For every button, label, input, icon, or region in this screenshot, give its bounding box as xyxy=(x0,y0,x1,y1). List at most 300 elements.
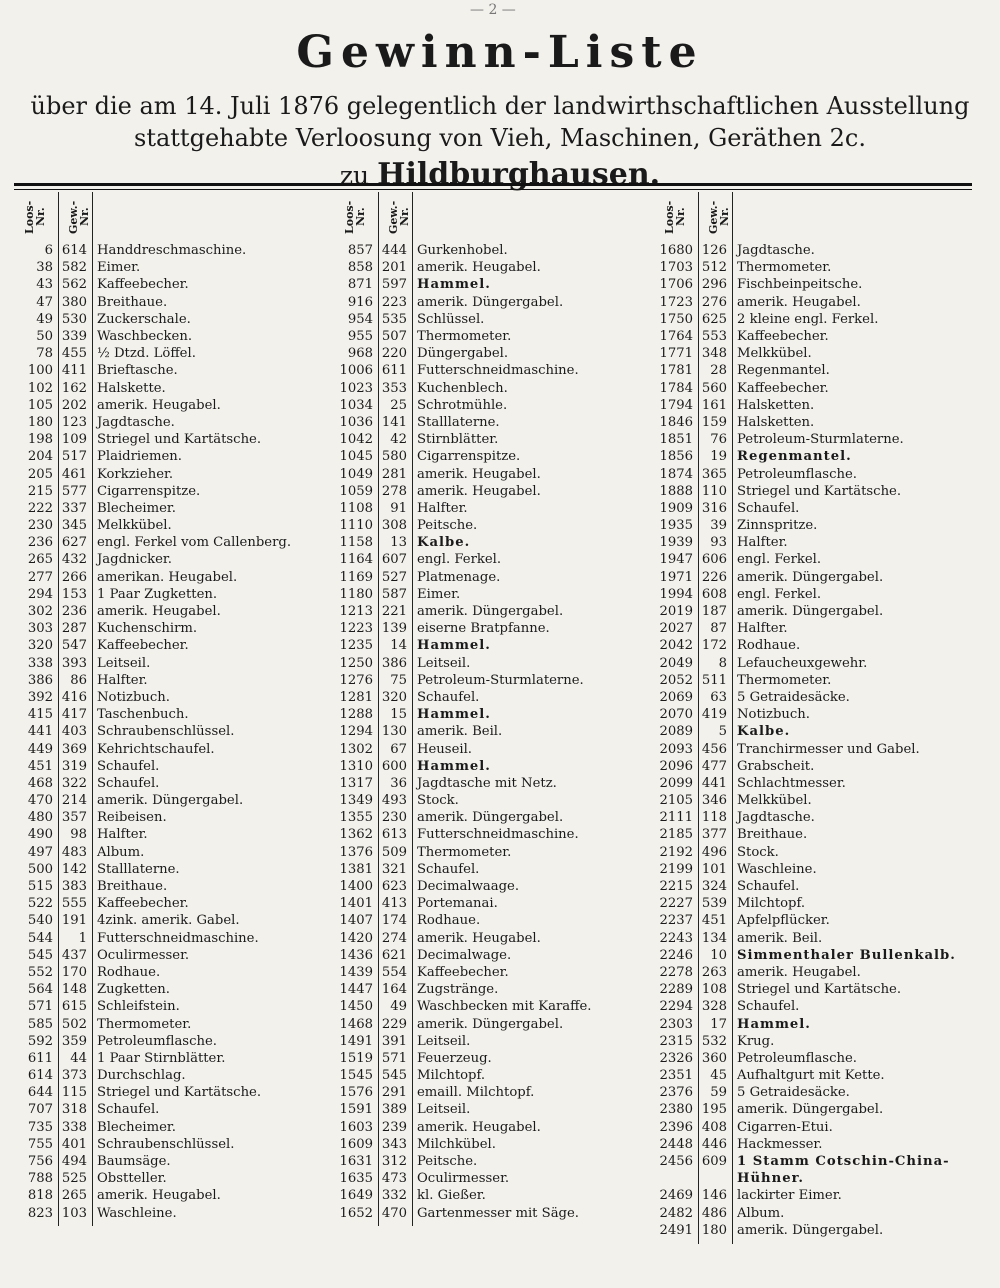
loos-number: 78 xyxy=(36,346,53,362)
prize-number: 296 xyxy=(701,277,727,293)
prize-number: 446 xyxy=(701,1136,727,1152)
prize-number: 577 xyxy=(61,483,87,499)
prize-number: 322 xyxy=(61,775,87,791)
loos-number: 198 xyxy=(27,432,53,448)
loos-number: 755 xyxy=(27,1136,53,1152)
loos-number: 2315 xyxy=(659,1033,693,1049)
loos-number: 564 xyxy=(27,982,53,998)
loos-number: 1164 xyxy=(339,552,373,568)
prize-number: 139 xyxy=(381,621,407,637)
list-item xyxy=(334,328,592,345)
prize-item: Reibeisen. xyxy=(97,810,167,826)
prize-number: 345 xyxy=(61,518,87,534)
prize-number: 146 xyxy=(701,1188,727,1204)
prize-item: 1 Stamm Cotschin-China- xyxy=(737,1154,950,1170)
loos-number: 1169 xyxy=(339,569,373,585)
loos-number: 100 xyxy=(27,363,53,379)
prize-item: Breithaue. xyxy=(97,879,168,895)
prize-item: 4zink. amerik. Gabel. xyxy=(97,913,240,929)
prize-item: Hammel. xyxy=(417,707,491,723)
prize-item: Regenmantel. xyxy=(737,449,852,465)
prize-item: Decimalwaage. xyxy=(417,879,520,895)
loos-number: 1609 xyxy=(339,1136,373,1152)
prize-item: Stalllaterne. xyxy=(417,414,500,430)
prize-item: Cigarrenspitze. xyxy=(97,483,201,499)
prize-item: eiserne Bratpfanne. xyxy=(417,621,550,637)
prize-item: Cigarren-Etui. xyxy=(737,1119,833,1135)
loos-number: 265 xyxy=(27,552,53,568)
list-item xyxy=(654,1187,956,1204)
prize-item: Lefaucheuxgewehr. xyxy=(737,655,868,671)
loos-number: 1108 xyxy=(339,500,373,516)
prize-item: amerik. Heugabel. xyxy=(97,604,221,620)
list-item xyxy=(334,620,592,637)
prize-number: 87 xyxy=(710,621,727,637)
list-item xyxy=(14,775,291,792)
prize-item: Schaufel. xyxy=(97,775,160,791)
prize-item: Gartenmesser mit Säge. xyxy=(417,1205,579,1221)
loos-number: 205 xyxy=(27,466,53,482)
list-item xyxy=(334,1136,592,1153)
loos-number: 611 xyxy=(27,1050,53,1066)
list-item xyxy=(654,637,956,654)
prize-item: Waschbecken. xyxy=(97,329,193,345)
header-gew-nr: Gew.-Nr. xyxy=(387,200,411,234)
list-item xyxy=(334,294,592,311)
loos-number: 449 xyxy=(27,741,53,757)
list-item xyxy=(654,689,956,706)
prize-item: Breithaue. xyxy=(97,294,168,310)
list-item xyxy=(334,483,592,500)
prize-number: 308 xyxy=(381,518,407,534)
list-item xyxy=(334,930,592,947)
loos-number: 2246 xyxy=(659,947,693,963)
prize-item: 1 Paar Stirnblätter. xyxy=(97,1050,226,1066)
loos-number: 1042 xyxy=(339,432,373,448)
list-item xyxy=(334,758,592,775)
loos-number: 294 xyxy=(27,586,53,602)
loos-number: 47 xyxy=(36,294,53,310)
prize-number: 109 xyxy=(61,432,87,448)
prize-number: 401 xyxy=(61,1136,87,1152)
loos-number: 222 xyxy=(27,500,53,516)
prize-item: Kuchenblech. xyxy=(417,380,508,396)
prize-item: Petroleumflasche. xyxy=(97,1033,217,1049)
prize-item: Schaufel. xyxy=(97,1102,160,1118)
prize-number: 45 xyxy=(710,1068,727,1084)
prize-item: Hammel. xyxy=(417,758,491,774)
prize-item: Thermometer. xyxy=(737,672,832,688)
list-item xyxy=(14,483,291,500)
prize-number: 600 xyxy=(381,758,407,774)
prize-number: 276 xyxy=(701,294,727,310)
list-item xyxy=(654,431,956,448)
loos-number: 2099 xyxy=(659,775,693,791)
loos-number: 2491 xyxy=(659,1222,693,1238)
list-item xyxy=(654,242,956,259)
prize-item: Peitsche. xyxy=(417,518,478,534)
list-item xyxy=(334,1170,592,1187)
list-item xyxy=(654,517,956,534)
prize-item: Kaffeebecher. xyxy=(97,896,189,912)
prize-item: 5 Getraidesäcke. xyxy=(737,689,850,705)
prize-number: 202 xyxy=(61,397,87,413)
header-rule-thick xyxy=(14,183,972,186)
prize-number: 76 xyxy=(710,432,727,448)
loos-number: 1110 xyxy=(339,518,373,534)
prize-number: 507 xyxy=(381,329,407,345)
prize-item: Stock. xyxy=(737,844,779,860)
prize-item: Waschleine. xyxy=(737,861,817,877)
prize-item: Schaufel. xyxy=(737,879,800,895)
prize-item: amerik. Heugabel. xyxy=(97,1188,221,1204)
prize-item: Kehrichtschaufel. xyxy=(97,741,215,757)
loos-number: 2278 xyxy=(659,964,693,980)
loos-number: 788 xyxy=(27,1171,53,1187)
list-item xyxy=(14,551,291,568)
loos-number: 1006 xyxy=(339,363,373,379)
loos-number: 102 xyxy=(27,380,53,396)
loos-number: 1436 xyxy=(339,947,373,963)
prize-number: 191 xyxy=(61,913,87,929)
prize-item: Halfter. xyxy=(417,500,468,516)
list-item xyxy=(334,1033,592,1050)
loos-number: 1036 xyxy=(339,414,373,430)
prize-item: Oculirmesser. xyxy=(97,947,190,963)
prize-item: Jagdnicker. xyxy=(97,552,172,568)
list-item xyxy=(334,1153,592,1170)
page-subtitle: über die am 14. Juli 1876 gelegentlich der landwirthschaftlichen Ausstellung stattgehabte Verloosung von Vieh, Maschinen, Geräthen 2c. xyxy=(30,92,970,152)
prize-number: 343 xyxy=(381,1136,407,1152)
prize-number: 389 xyxy=(381,1102,407,1118)
prize-number: 49 xyxy=(390,999,407,1015)
prize-item: Halskette. xyxy=(97,380,166,396)
list-item xyxy=(14,1101,291,1118)
loos-number: 2376 xyxy=(659,1085,693,1101)
loos-number: 614 xyxy=(27,1068,53,1084)
prize-number: 608 xyxy=(701,586,727,602)
list-item xyxy=(334,345,592,362)
loos-number: 1519 xyxy=(339,1050,373,1066)
loos-number: 1856 xyxy=(659,449,693,465)
prize-item: Obstteller. xyxy=(97,1171,167,1187)
loos-number: 1235 xyxy=(339,638,373,654)
loos-number: 50 xyxy=(36,329,53,345)
loos-number: 2294 xyxy=(659,999,693,1015)
loos-number: 1591 xyxy=(339,1102,373,1118)
prize-item: Kaffeebecher. xyxy=(737,380,829,396)
prize-item: engl. Ferkel vom Callenberg. xyxy=(97,535,292,551)
prize-number: 230 xyxy=(381,810,407,826)
loos-number: 1784 xyxy=(659,380,693,396)
list-item xyxy=(14,740,291,757)
prize-column-3 xyxy=(654,192,956,1239)
prize-item: amerik. Düngergabel. xyxy=(737,1222,884,1238)
prize-number: 432 xyxy=(61,552,87,568)
column-divider xyxy=(732,192,733,1244)
prize-number: 141 xyxy=(381,414,407,430)
list-item xyxy=(654,603,956,620)
loos-number: 1362 xyxy=(339,827,373,843)
loos-number: 858 xyxy=(347,260,373,276)
prize-item: Aufhaltgurt mit Kette. xyxy=(737,1068,885,1084)
list-item xyxy=(654,998,956,1015)
prize-number: 1 xyxy=(78,930,87,946)
list-item xyxy=(334,1205,592,1222)
prize-column-1 xyxy=(14,192,291,1222)
loos-number: 1180 xyxy=(339,586,373,602)
prize-item: Plaidriemen. xyxy=(97,449,182,465)
list-item xyxy=(14,1205,291,1222)
loos-number: 497 xyxy=(27,844,53,860)
list-item xyxy=(14,637,291,654)
prize-number: 130 xyxy=(381,724,407,740)
prize-number: 597 xyxy=(381,277,407,293)
prize-number: 580 xyxy=(381,449,407,465)
prize-number: 101 xyxy=(701,861,727,877)
list-item xyxy=(14,723,291,740)
loos-number: 2326 xyxy=(659,1050,693,1066)
list-item xyxy=(334,414,592,431)
list-item xyxy=(14,397,291,414)
prize-number: 509 xyxy=(381,844,407,860)
list-item xyxy=(334,1067,592,1084)
loos-number: 1294 xyxy=(339,724,373,740)
prize-item: Zugstränge. xyxy=(417,982,499,998)
loos-number: 480 xyxy=(27,810,53,826)
prize-item: Kalbe. xyxy=(417,535,471,551)
loos-number: 2396 xyxy=(659,1119,693,1135)
loos-number: 1750 xyxy=(659,311,693,327)
prize-item: amerik. Düngergabel. xyxy=(97,793,244,809)
loos-number: 2019 xyxy=(659,604,693,620)
loos-number: 1631 xyxy=(339,1154,373,1170)
loos-number: 545 xyxy=(27,947,53,963)
prize-item: Jagdtasche. xyxy=(97,414,175,430)
prize-item: Notizbuch. xyxy=(737,707,810,723)
loos-number: 2380 xyxy=(659,1102,693,1118)
loos-number: 540 xyxy=(27,913,53,929)
prize-item: amerik. Düngergabel. xyxy=(417,1016,564,1032)
prize-number: 312 xyxy=(381,1154,407,1170)
prize-item: Hackmesser. xyxy=(737,1136,823,1152)
loos-number: 1223 xyxy=(339,621,373,637)
list-item xyxy=(654,1101,956,1118)
prize-item: Waschbecken mit Karaffe. xyxy=(417,999,592,1015)
list-item xyxy=(654,1084,956,1101)
prize-number: 195 xyxy=(701,1102,727,1118)
prize-number: 17 xyxy=(710,1016,727,1032)
list-item xyxy=(334,826,592,843)
list-item xyxy=(654,1033,956,1050)
prize-number: 512 xyxy=(701,260,727,276)
prize-item: Durchschlag. xyxy=(97,1068,186,1084)
list-item xyxy=(654,259,956,276)
list-item xyxy=(14,1033,291,1050)
prize-number: 36 xyxy=(390,775,407,791)
loos-number: 515 xyxy=(27,879,53,895)
prize-number: 278 xyxy=(381,483,407,499)
prize-item: Heuseil. xyxy=(417,741,472,757)
loos-number: 1213 xyxy=(339,604,373,620)
loos-number: 1545 xyxy=(339,1068,373,1084)
prize-number: 318 xyxy=(61,1102,87,1118)
prize-number: 535 xyxy=(381,311,407,327)
prize-number: 5 xyxy=(718,724,727,740)
prize-item: Petroleumflasche. xyxy=(737,466,857,482)
list-item xyxy=(654,792,956,809)
prize-number: 221 xyxy=(381,604,407,620)
loos-number: 1764 xyxy=(659,329,693,345)
list-item xyxy=(654,981,956,998)
prize-number: 607 xyxy=(381,552,407,568)
loos-number: 49 xyxy=(36,311,53,327)
list-item xyxy=(14,792,291,809)
loos-number: 522 xyxy=(27,896,53,912)
prize-item: Baumsäge. xyxy=(97,1154,171,1170)
list-item xyxy=(14,930,291,947)
prize-number: 274 xyxy=(381,930,407,946)
column-divider xyxy=(698,192,699,1244)
list-item xyxy=(334,1084,592,1101)
list-item xyxy=(654,758,956,775)
prize-item: Halfter. xyxy=(737,535,788,551)
list-item xyxy=(14,878,291,895)
list-item xyxy=(14,345,291,362)
list-item xyxy=(14,569,291,586)
loos-number: 6 xyxy=(44,243,53,259)
loos-number: 2089 xyxy=(659,724,693,740)
prize-number: 357 xyxy=(61,810,87,826)
loos-number: 1491 xyxy=(339,1033,373,1049)
loos-number: 871 xyxy=(347,277,373,293)
loos-number: 1381 xyxy=(339,861,373,877)
list-item xyxy=(14,998,291,1015)
column-header xyxy=(654,192,956,242)
loos-number: 1288 xyxy=(339,707,373,723)
loos-number: 1935 xyxy=(659,518,693,534)
prize-item: amerik. Beil. xyxy=(737,930,823,946)
prize-item: Grabscheit. xyxy=(737,758,815,774)
list-item xyxy=(14,912,291,929)
loos-number: 500 xyxy=(27,861,53,877)
list-item xyxy=(334,311,592,328)
header-rule-thin xyxy=(14,189,972,190)
loos-number: 277 xyxy=(27,569,53,585)
prize-number: 39 xyxy=(710,518,727,534)
loos-number: 386 xyxy=(27,672,53,688)
prize-number: 545 xyxy=(381,1068,407,1084)
list-item xyxy=(654,620,956,637)
list-item xyxy=(334,431,592,448)
prize-item: amerikan. Heugabel. xyxy=(97,569,238,585)
list-item xyxy=(654,809,956,826)
prize-item: Hammel. xyxy=(417,638,491,654)
prize-item: Rodhaue. xyxy=(417,913,481,929)
list-item xyxy=(14,844,291,861)
list-item xyxy=(334,362,592,379)
prize-number: 103 xyxy=(61,1205,87,1221)
loos-number: 592 xyxy=(27,1033,53,1049)
prize-number: 451 xyxy=(701,913,727,929)
header-gew-nr: Gew.-Nr. xyxy=(67,200,91,234)
prize-item: amerik. Beil. xyxy=(417,724,503,740)
loos-number: 2185 xyxy=(659,827,693,843)
prize-number: 339 xyxy=(61,329,87,345)
list-item xyxy=(654,930,956,947)
list-item xyxy=(14,672,291,689)
list-item xyxy=(334,448,592,465)
loos-number: 1703 xyxy=(659,260,693,276)
prize-number: 10 xyxy=(710,947,727,963)
prize-item: amerik. Heugabel. xyxy=(737,294,861,310)
prize-item: Regenmantel. xyxy=(737,363,830,379)
list-item xyxy=(654,861,956,878)
prize-item: Peitsche. xyxy=(417,1154,478,1170)
prize-item: Jagdtasche mit Netz. xyxy=(417,775,557,791)
prize-item: Thermometer. xyxy=(417,844,512,860)
prize-item: Leitseil. xyxy=(417,1102,471,1118)
list-item xyxy=(654,844,956,861)
list-item xyxy=(14,1187,291,1204)
prize-column-2 xyxy=(334,192,592,1222)
list-item xyxy=(334,1050,592,1067)
prize-number: 229 xyxy=(381,1016,407,1032)
prize-number: 287 xyxy=(61,621,87,637)
prize-item: Stalllaterne. xyxy=(97,861,180,877)
prize-item: Halfter. xyxy=(97,672,148,688)
list-item xyxy=(14,758,291,775)
loos-number: 2469 xyxy=(659,1188,693,1204)
list-item xyxy=(334,276,592,293)
loos-number: 857 xyxy=(347,243,373,259)
list-item xyxy=(334,895,592,912)
prize-number: 408 xyxy=(701,1119,727,1135)
list-item xyxy=(654,1153,956,1170)
list-item xyxy=(654,1205,956,1222)
list-item xyxy=(654,723,956,740)
loos-number: 1652 xyxy=(339,1205,373,1221)
loos-number: 1723 xyxy=(659,294,693,310)
list-item xyxy=(654,947,956,964)
list-item xyxy=(334,534,592,551)
loos-number: 180 xyxy=(27,414,53,430)
prize-number: 214 xyxy=(61,793,87,809)
prize-number: 126 xyxy=(701,243,727,259)
prize-number: 441 xyxy=(701,775,727,791)
prize-number: 226 xyxy=(701,569,727,585)
loos-number: 2303 xyxy=(659,1016,693,1032)
list-item xyxy=(654,1119,956,1136)
list-item xyxy=(14,1119,291,1136)
list-item xyxy=(334,844,592,861)
loos-number: 1439 xyxy=(339,964,373,980)
prize-number: 411 xyxy=(61,363,87,379)
prize-number: 319 xyxy=(61,758,87,774)
list-item xyxy=(654,448,956,465)
loos-number: 1059 xyxy=(339,483,373,499)
list-item xyxy=(334,912,592,929)
prize-item: Halfter. xyxy=(737,621,788,637)
prize-item: Zinnspritze. xyxy=(737,518,818,534)
page-title: Gewinn-Liste xyxy=(296,27,704,78)
prize-number: 159 xyxy=(701,414,727,430)
prize-number: 473 xyxy=(381,1171,407,1187)
list-item xyxy=(334,861,592,878)
prize-number: 338 xyxy=(61,1119,87,1135)
loos-number: 1355 xyxy=(339,810,373,826)
loos-number: 1846 xyxy=(659,414,693,430)
